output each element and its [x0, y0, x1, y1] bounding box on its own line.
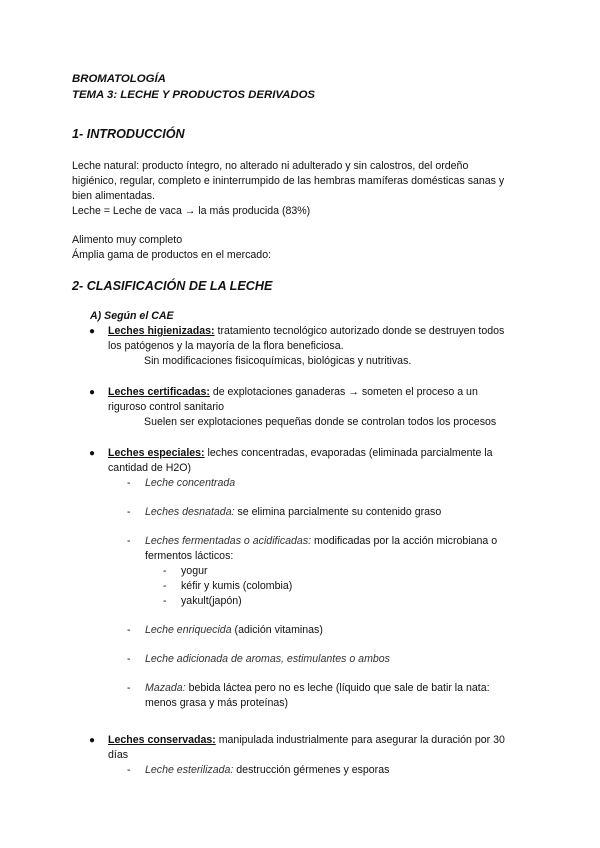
sub-item-label: Leche enriquecida — [145, 624, 232, 636]
bullet-icon: ● — [89, 448, 96, 459]
sub-item-label: Leche esterilizada: — [145, 764, 234, 776]
term-label: Leches conservadas: — [108, 734, 216, 746]
sub-item-concentrada — [72, 476, 532, 491]
document-page — [72, 71, 532, 778]
sub-item-label: Leche adicionada de aromas, estimulantes o ambos — [145, 653, 390, 665]
bullet-icon: ● — [89, 326, 96, 337]
term-description: de explotaciones ganaderas → someten el proceso a un — [209, 386, 478, 398]
item-note: Suelen ser explotaciones pequeñas donde se controlan todos los procesos — [144, 416, 497, 428]
term-description: tratamiento tecnológico autorizado donde se destruyen todos — [214, 325, 505, 337]
term-description: manipulada industrialmente para asegurar la duración por 30 — [215, 734, 505, 746]
sub-item-text: se elimina parcialmente su contenido graso — [234, 506, 442, 518]
dash-icon: - — [127, 477, 131, 489]
dash-icon: - — [163, 580, 167, 592]
sub-item-text: destrucción gérmenes y esporas — [233, 764, 390, 776]
dash-icon: - — [127, 506, 131, 518]
sub-item-adicionada — [72, 652, 532, 667]
sub-item-label: Mazada: — [145, 682, 186, 694]
section-heading-introduccion: 1- INTRODUCCIÓN — [72, 127, 185, 141]
ferment-example — [72, 579, 532, 594]
ferment-example — [72, 564, 532, 579]
definition-line: higiénico, regular, completo e ininterrumpido de las hembras mamíferas domésticas sanas y — [72, 175, 505, 187]
dash-icon: - — [127, 682, 131, 694]
example-text: kéfir y kumis (colombia) — [181, 580, 293, 592]
term-label: Leches higienizadas: — [108, 325, 215, 337]
definition-line: Leche natural: producto íntegro, no alterado ni adulterado y sin calostros, del ordeño — [72, 160, 469, 172]
sub-item-desnatada — [72, 505, 532, 520]
term-description-cont: los patógenos y la mayoría de la flora beneficiosa. — [108, 340, 344, 352]
sub-item-text: modificadas por la acción microbiana o — [311, 535, 498, 547]
dash-icon: - — [163, 565, 167, 577]
list-item-especiales — [72, 446, 532, 476]
example-text: yakult(japón) — [181, 595, 242, 607]
term-label: Leches certificadas: — [108, 386, 210, 398]
example-text: yogur — [181, 565, 208, 577]
term-description: leches concentradas, evaporadas (eliminada parcialmente la — [204, 447, 493, 459]
sub-item-esterilizada — [72, 763, 532, 778]
sub-item-label: Leches fermentadas o acidificadas: — [145, 535, 312, 547]
list-item-conservadas — [72, 733, 532, 763]
dash-icon: - — [127, 764, 131, 776]
sub-item-label: Leche concentrada — [145, 477, 236, 489]
product-range-line: Ámplia gama de productos en el mercado: — [72, 249, 272, 261]
document-subject: BROMATOLOGÍA — [72, 73, 166, 85]
sub-item-fermentadas — [72, 534, 532, 564]
term-description-cont: cantidad de H2O) — [108, 462, 192, 474]
list-item-certificadas — [72, 385, 532, 415]
dash-icon: - — [127, 653, 131, 665]
document-topic: TEMA 3: LECHE Y PRODUCTOS DERIVADOS — [72, 89, 316, 101]
complete-food-line: Alimento muy completo — [72, 234, 183, 246]
dash-icon: - — [127, 624, 131, 636]
term-description-cont: días — [108, 749, 129, 761]
ferment-example — [72, 594, 532, 609]
sub-item-text: (adición vitaminas) — [231, 624, 323, 636]
subsection-heading-cae: A) Según el CAE — [90, 310, 174, 322]
bullet-icon: ● — [89, 735, 96, 746]
cow-milk-line: Leche = Leche de vaca → la más producida (83%) — [72, 205, 311, 217]
dash-icon: - — [163, 595, 167, 607]
section-heading-clasificacion: 2- CLASIFICACIÓN DE LA LECHE — [72, 279, 273, 293]
definition-line: bien alimentadas. — [72, 190, 156, 202]
dash-icon: - — [127, 535, 131, 547]
term-description-cont: riguroso control sanitario — [108, 401, 224, 413]
sub-item-text: bebida láctea pero no es leche (líquido que sale de batir la nata: — [185, 682, 490, 694]
term-label: Leches especiales: — [108, 447, 205, 459]
sub-item-text-cont: fermentos lácticos: — [145, 550, 234, 562]
bullet-icon: ● — [89, 387, 96, 398]
list-item-higienizadas — [72, 324, 532, 354]
sub-item-label: Leches desnatada: — [145, 506, 235, 518]
item-note: Sin modificaciones fisicoquímicas, biológicas y nutritivas. — [144, 355, 412, 367]
sub-item-text-cont: menos grasa y más proteínas) — [145, 697, 289, 709]
sub-item-mazada — [72, 681, 532, 711]
sub-item-enriquecida — [72, 623, 532, 638]
